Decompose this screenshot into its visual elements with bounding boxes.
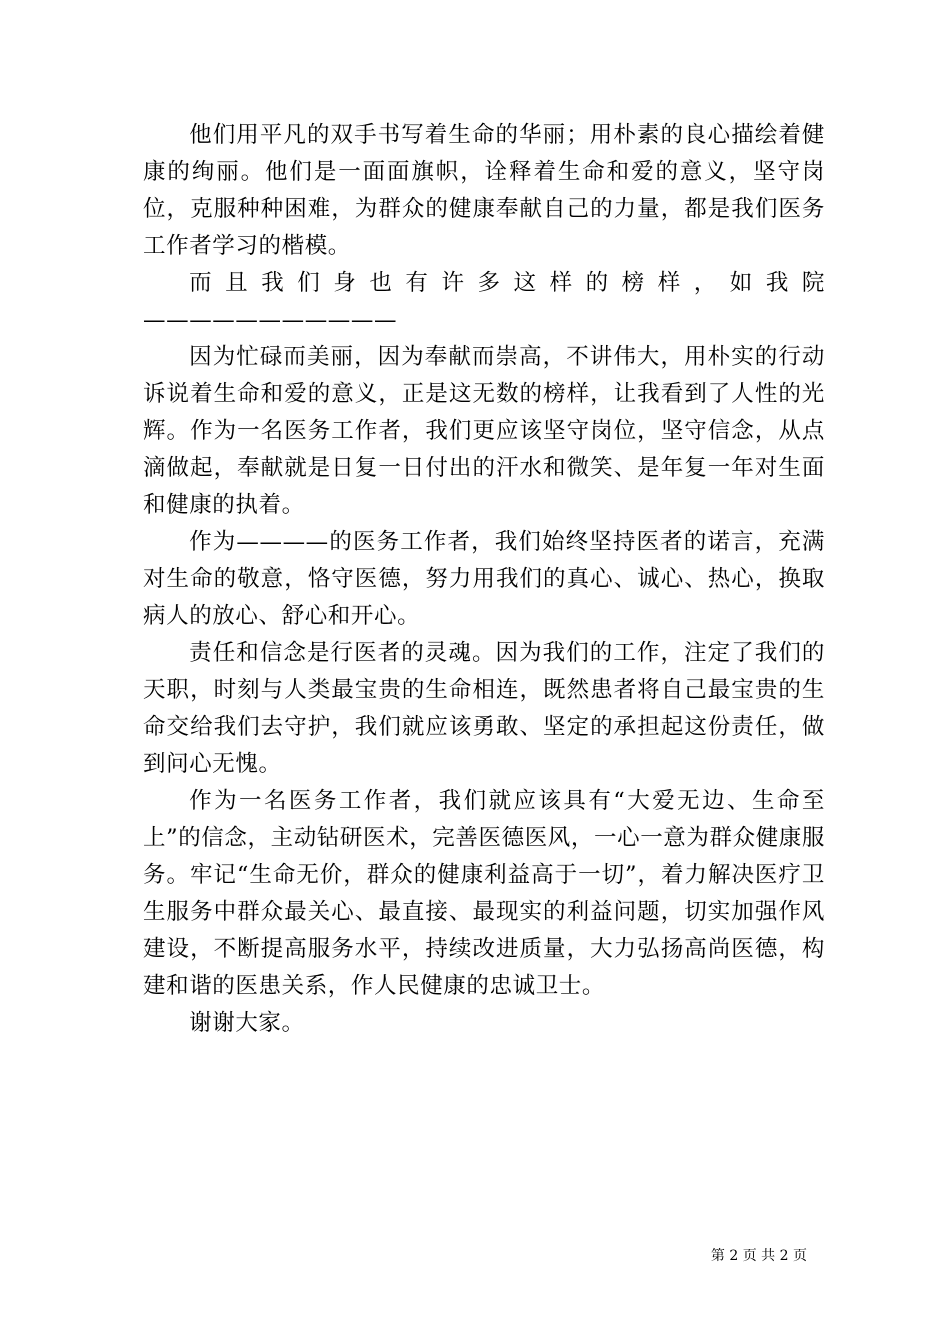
paragraph-thanks: 谢谢大家。 [189, 1010, 305, 1036]
document-body [143, 117, 825, 1042]
paragraph-medical-oath: 作为————的医务工作者，我们始终坚持医者的诺言，充满对生命的敬意，恪守医德，努力用我们的真心、诚心、热心，换取病人的放心、舒心和开心。 [143, 529, 825, 629]
page-number-footer: 第 2 页 共 2 页 [710, 1248, 807, 1264]
paragraph-hospital-examples: 而且我们身也有许多这样的榜样，如我院——————————— [143, 270, 825, 333]
paragraph-dedication: 因为忙碌而美丽，因为奉献而崇高，不讲伟大，用朴实的行动诉说着生命和爱的意义，正是这无数的榜样，让我看到了人性的光辉。作为一名医务工作者，我们更应该坚守岗位，坚守信念，从点滴做起，奉献就是日复一日付出的汗水和微笑、是年复一年对生面和健康的执着。 [143, 344, 825, 518]
paragraph-great-love: 作为一名医务工作者，我们就应该具有“大爱无边、生命至上”的信念，主动钻研医术，完善医德医风，一心一意为群众健康服务。牢记“生命无价，群众的健康利益高于一切”，着力解决医疗卫生服务中群众最关心、最直接、最现实的利益问题，切实加强作风建设，不断提高服务水平，持续改进质量，大力弘扬高尚医德，构建和谐的医患关系，作人民健康的忠诚卫士。 [143, 788, 826, 999]
paragraph-role-models: 他们用平凡的双手书写着生命的华丽；用朴素的良心描绘着健康的绚丽。他们是一面面旗帜，诠释着生命和爱的意义，坚守岗位，克服种种困难，为群众的健康奉献自己的力量，都是我们医务工作者学习的楷模。 [143, 122, 825, 259]
paragraph-responsibility: 责任和信念是行医者的灵魂。因为我们的工作，注定了我们的天职，时刻与人类最宝贵的生命相连，既然患者将自己最宝贵的生命交给我们去守护，我们就应该勇敢、坚定的承担起这份责任，做到问心无愧。 [143, 640, 825, 777]
